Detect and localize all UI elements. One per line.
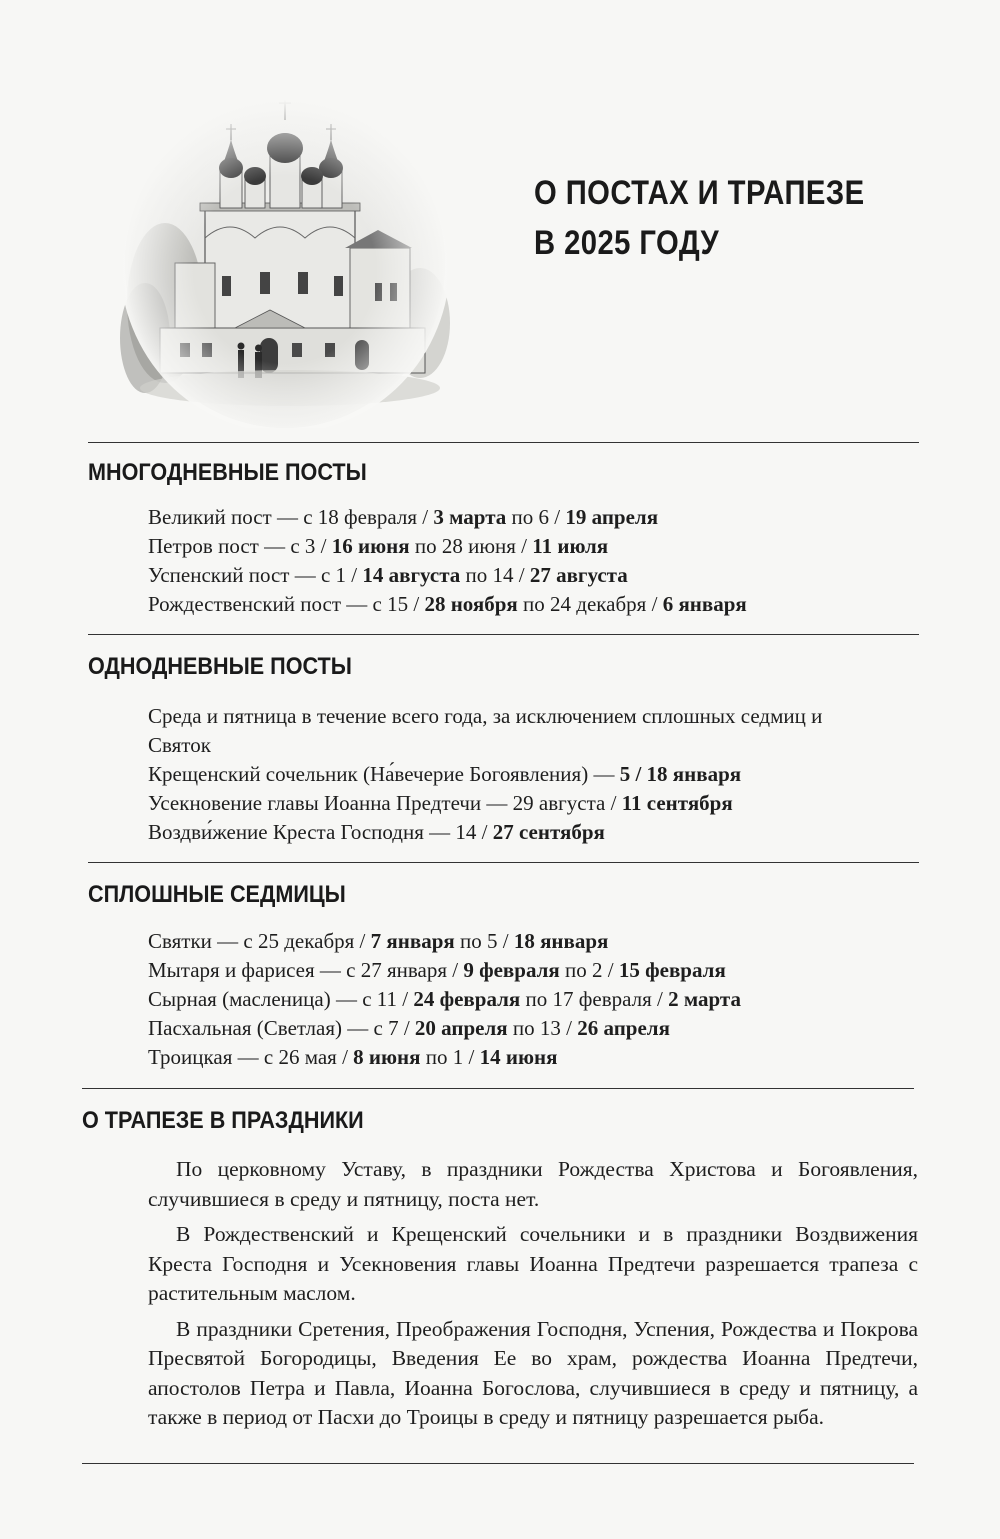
list-item (148, 532, 928, 561)
list-item (148, 818, 928, 847)
item-date-bold: 27 августа (529, 563, 628, 587)
item-text: по 28 июня / (409, 534, 533, 558)
divider-2 (88, 634, 919, 635)
list-multi-day-fasts (148, 503, 928, 619)
list-item (148, 760, 928, 789)
item-text: Крещенский сочельник (На́вечерие Богоявления) — (148, 762, 620, 786)
item-text: Мытаря и фарисея — с 27 января / (148, 958, 464, 982)
list-continuous-weeks (148, 927, 928, 1072)
item-text: по 17 февраля / (520, 987, 669, 1011)
divider-4 (82, 1088, 914, 1089)
item-date-bold: 27 сентября (492, 820, 605, 844)
paragraph: В праздники Сретения, Преображения Господня, Успения, Рождества и Покрова Пресвятой Богородицы, Введения Ее во храм, рождества Иоанна Предтечи, апостолов Петра и Павла, Иоанна Богослова, случившиеся в среду и пятницу, а также в период от Пасхи до Троицы в среду и пятницу разрешается рыба. (148, 1316, 918, 1429)
item-date-bold: 20 апреля (414, 1016, 508, 1040)
item-text: Успенский пост — с 1 / (148, 563, 363, 587)
heading-feast-meals: О ТРАПЕЗЕ В ПРАЗДНИКИ (82, 1107, 364, 1134)
item-date-bold: 19 апреля (565, 505, 659, 529)
item-text: Петров пост — с 3 / (148, 534, 332, 558)
item-text: Троицкая — с 26 мая / (148, 1045, 354, 1069)
list-item (148, 1043, 928, 1072)
item-text: по 5 / (454, 929, 514, 953)
list-item (148, 503, 928, 532)
item-date-bold: 14 августа (362, 563, 461, 587)
item-date-bold: 24 февраля (413, 987, 521, 1011)
item-date-bold: 14 июня (479, 1045, 558, 1069)
feast-meals-text (148, 1155, 918, 1439)
main-title-line-2: В 2025 ГОДУ (534, 224, 720, 262)
list-item (148, 927, 928, 956)
item-text: Рождественский пост — с 15 / (148, 592, 425, 616)
item-text: Великий пост — с 18 февраля / (148, 505, 434, 529)
item-date-bold: 11 июля (532, 534, 609, 558)
item-date-bold: 5 / 18 января (619, 762, 742, 786)
item-text: по 24 декабря / (517, 592, 663, 616)
paragraph: По церковному Уставу, в праздники Рождества Христова и Богоявления, случившиеся в среду и пятницу, поста нет. (148, 1157, 918, 1211)
heading-continuous-weeks: СПЛОШНЫЕ СЕДМИЦЫ (88, 881, 346, 908)
item-text: Пасхальная (Светлая) — с 7 / (148, 1016, 415, 1040)
church-illustration (120, 88, 450, 428)
item-text: Усекновение главы Иоанна Предтечи — 29 августа / (148, 791, 622, 815)
item-date-bold: 28 ноября (424, 592, 518, 616)
list-single-day-fasts (148, 702, 928, 847)
list-item (148, 1014, 928, 1043)
list-item (148, 956, 928, 985)
item-date-bold: 7 января (370, 929, 455, 953)
heading-single-day-fasts: ОДНОДНЕВНЫЕ ПОСТЫ (88, 653, 352, 680)
item-text: по 6 / (506, 505, 566, 529)
item-date-bold: 26 апреля (577, 1016, 670, 1040)
item-date-bold: 16 июня (331, 534, 410, 558)
divider-3 (88, 862, 919, 863)
item-text: по 14 / (460, 563, 530, 587)
list-item (148, 985, 928, 1014)
main-title-line-1: О ПОСТАХ И ТРАПЕЗЕ (534, 174, 865, 212)
item-date-bold: 8 июня (353, 1045, 421, 1069)
main-title (534, 168, 895, 268)
item-text: по 13 / (507, 1016, 578, 1040)
item-date-bold: 18 января (513, 929, 609, 953)
divider-1 (88, 442, 919, 443)
divider-5 (82, 1463, 914, 1464)
item-date-bold: 11 сентября (621, 791, 733, 815)
item-date-bold: 6 января (662, 592, 747, 616)
item-text: Святки — с 25 декабря / (148, 929, 371, 953)
heading-multi-day-fasts: МНОГОДНЕВНЫЕ ПОСТЫ (88, 459, 367, 486)
item-date-bold: 9 февраля (463, 958, 560, 982)
item-text: по 1 / (420, 1045, 480, 1069)
list-intro: Среда и пятница в течение всего года, за исключением сплошных седмиц и Святок (148, 704, 823, 757)
list-item (148, 789, 928, 818)
item-date-bold: 2 марта (668, 987, 741, 1011)
list-item (148, 561, 928, 590)
item-text: Воздви́жение Креста Господня — 14 / (148, 820, 493, 844)
item-text: по 2 / (559, 958, 619, 982)
item-date-bold: 15 февраля (618, 958, 726, 982)
paragraph: В Рождественский и Крещенский сочельники и в праздники Воздвижения Креста Господня и Усекновения главы Иоанна Предтечи разрешается трапеза с растительным маслом. (148, 1222, 918, 1305)
item-text: Сырная (масленица) — с 11 / (148, 987, 414, 1011)
item-date-bold: 3 марта (433, 505, 507, 529)
list-item (148, 590, 928, 619)
